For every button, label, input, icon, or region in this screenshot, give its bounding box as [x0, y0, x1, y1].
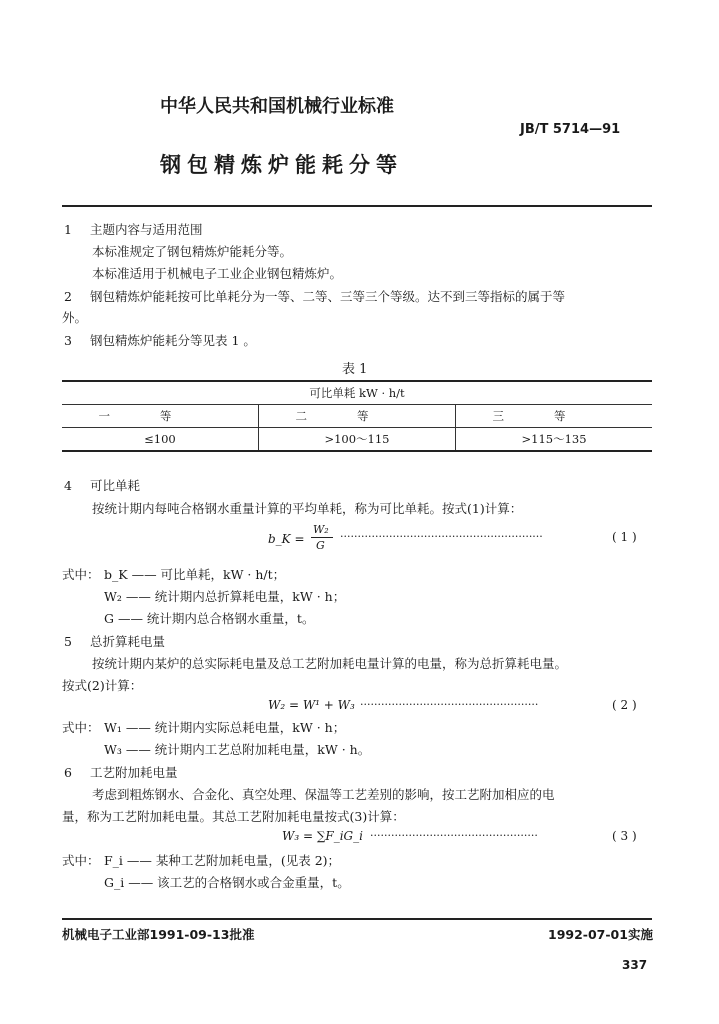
section-4-def-1: b_K —— 可比单耗，kW · h/t；: [104, 567, 286, 582]
section-5-title: 总折算耗电量: [90, 634, 166, 649]
formula-1-numerator: W₂: [313, 523, 329, 536]
issuing-org: 中华人民共和国机械行业标准: [160, 96, 394, 117]
section-3-text: 钢包精炼炉能耗分等见表 1 。: [90, 333, 256, 348]
section-6-para-1-cont: 量，称为工艺附加耗电量。其总工艺附加耗电量按式(3)计算：: [62, 809, 405, 824]
section-6-def-2: G_i —— 该工艺的合格钢水或合金重量，t。: [104, 875, 350, 890]
section-5-para-1-cont: 按式(2)计算：: [62, 678, 143, 693]
section-1-title: 主题内容与适用范围: [90, 222, 203, 237]
table-1-header: 可比单耗 kW · h/t: [62, 381, 652, 405]
section-2-text-cont: 外。: [62, 310, 88, 325]
header-rule: [62, 205, 652, 207]
formula-1-denominator: G: [316, 539, 325, 552]
section-4-def-3: G —— 统计期内总合格钢水重量，t。: [104, 611, 315, 626]
table-1: [62, 380, 652, 452]
formula-1-lhs: b_K =: [268, 532, 305, 546]
table-1-grade-2: 二等: [258, 405, 455, 428]
section-5-number: 5: [64, 634, 72, 649]
section-4-title: 可比单耗: [90, 478, 141, 493]
section-5-para-1: 按统计期内某炉的总实际耗电量及总工艺附加耗电量计算的电量，称为总折算耗电量。: [92, 656, 568, 671]
section-6-def-1: F_i —— 某种工艺附加耗电量，(见表 2)；: [104, 853, 341, 868]
table-1-value-3: >115～135: [456, 428, 652, 452]
formula-1-leader: ··························································: [340, 530, 543, 543]
footer-rule: [62, 918, 652, 920]
formula-1-fraction-bar: [311, 537, 333, 538]
section-1-para-1: 本标准规定了钢包精炼炉能耗分等。: [92, 244, 293, 259]
section-6-number: 6: [64, 765, 72, 780]
section-2-number: 2: [64, 289, 72, 304]
section-2-text: 钢包精炼炉能耗按可比单耗分为一等、二等、三等三个等级。达不到三等指标的属于等: [90, 289, 566, 304]
formula-1-tag: ( 1 ): [612, 530, 637, 544]
formula-2: W₂ = W¹ + W₃: [268, 698, 355, 712]
section-4-def-2: W₂ —— 统计期内总折算耗电量，kW · h；: [104, 589, 346, 604]
section-6-where: 式中：: [62, 853, 100, 868]
formula-3-leader: ················································: [370, 829, 538, 842]
table-1-caption: 表 1: [342, 362, 368, 377]
document-title: 钢包精炼炉能耗分等: [160, 153, 403, 177]
table-1-grade-1: 一等: [62, 405, 258, 428]
standard-number: JB/T 5714—91: [520, 122, 621, 137]
section-6-title: 工艺附加耗电量: [90, 765, 178, 780]
section-4-para-1: 按统计期内每吨合格钢水重量计算的平均单耗，称为可比单耗。按式(1)计算：: [92, 501, 523, 516]
section-3-number: 3: [64, 333, 72, 348]
section-5-where: 式中：: [62, 720, 100, 735]
section-1-number: 1: [64, 222, 72, 237]
section-6-para-1: 考虑到粗炼钢水、合金化、真空处理、保温等工艺差别的影响，按工艺附加相应的电: [92, 787, 555, 802]
approval-note: 机械电子工业部1991-09-13批准: [62, 927, 255, 942]
section-1-para-2: 本标准适用于机械电子工业企业钢包精炼炉。: [92, 266, 343, 281]
section-5-def-1: W₁ —— 统计期内实际总耗电量，kW · h；: [104, 720, 346, 735]
section-4-number: 4: [64, 478, 72, 493]
section-5-def-2: W₃ —— 统计期内工艺总附加耗电量，kW · h。: [104, 742, 371, 757]
table-1-grade-3: 三等: [456, 405, 652, 428]
effective-date: 1992-07-01实施: [548, 927, 653, 942]
formula-3-tag: ( 3 ): [612, 829, 637, 843]
table-1-value-2: >100～115: [258, 428, 455, 452]
formula-3: W₃ = ∑F_iG_i: [282, 829, 363, 843]
section-4-where: 式中：: [62, 567, 100, 582]
page-number: 337: [622, 958, 648, 972]
table-1-value-1: ≤100: [62, 428, 258, 452]
formula-2-tag: ( 2 ): [612, 698, 637, 712]
formula-2-leader: ···················································: [360, 698, 539, 711]
